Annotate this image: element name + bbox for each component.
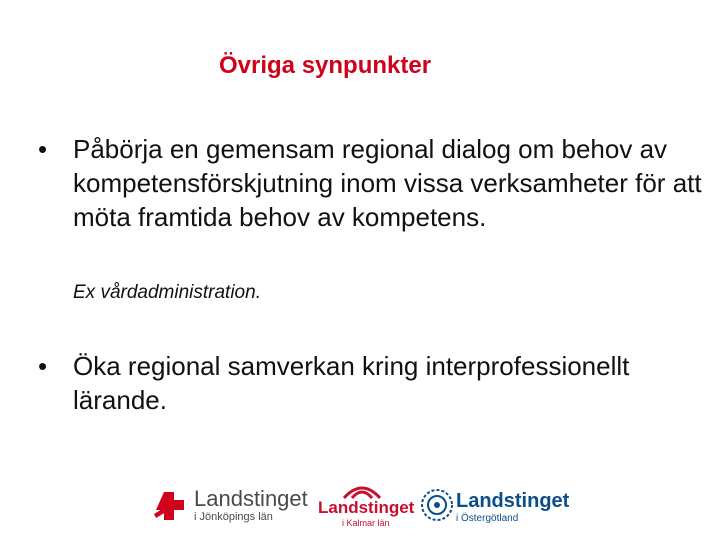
bullet-marker: • — [38, 351, 48, 381]
logo-subtitle: i Östergötland — [456, 513, 519, 524]
logo-name: Landstinget — [456, 490, 570, 512]
bullet-item — [38, 349, 708, 417]
bullet-text: Påbörja en gemensam regional dialog om behov av kompetensförskjutning inom vissa verksamheter för att möta framtida behov av kompetens. — [73, 134, 702, 232]
logo-subtitle: i Jönköpings län — [194, 511, 273, 523]
example-note: Ex vårdadministration. — [73, 282, 261, 303]
logo-landstinget-jonkoping — [150, 484, 310, 528]
bullet-item — [38, 132, 708, 234]
bullet-marker: • — [38, 134, 48, 164]
logo-name: Landstinget — [194, 486, 308, 511]
logo-name: Landstinget — [318, 498, 415, 517]
bullet-text: Öka regional samverkan kring interprofessionellt lärande. — [73, 351, 630, 415]
logo-bar — [150, 484, 570, 528]
logo-landstinget-kalmar — [318, 484, 415, 528]
logo-subtitle: i Kalmar län — [342, 518, 390, 528]
cross-logo-icon — [152, 488, 188, 524]
logo-landstinget-ostergotland — [420, 484, 570, 528]
slide-title: Övriga synpunkter — [219, 52, 432, 79]
snowflake-logo-icon — [420, 488, 454, 522]
